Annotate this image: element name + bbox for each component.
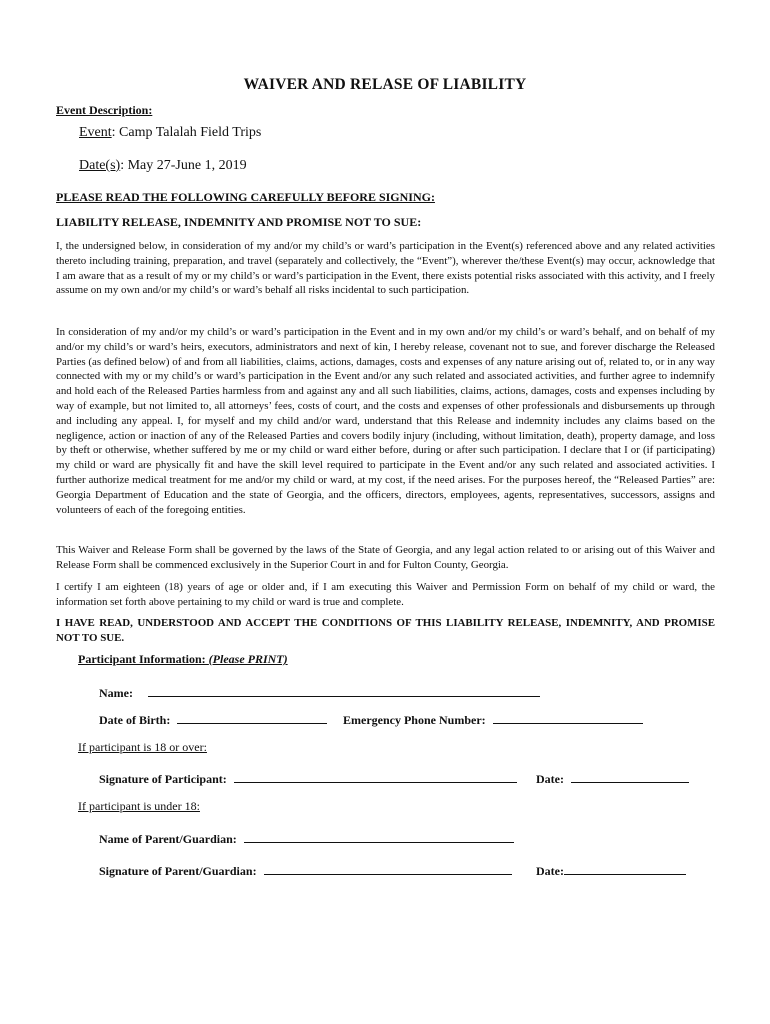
participant-date-input-line[interactable] [571,770,689,783]
event-line [79,125,261,141]
event-value: : Camp Talalah Field Trips [111,125,262,140]
please-print-note: (Please PRINT) [208,652,288,666]
paragraph-governing-law: This Waiver and Release Form shall be governed by the laws of the State of Georgia, and any legal action related to or arising out of this Waiver and Release Form shall be commenced exclusively in the Superior Court in and for Fulton County, Georgia. [56,544,715,571]
dates-line [79,158,247,174]
parent-name-label: Name of Parent/Guardian: [99,832,237,846]
emergency-phone-field [343,711,643,728]
name-field [99,684,540,701]
participant-signature-input-line[interactable] [234,770,517,783]
participant-date-field [536,770,689,787]
acknowledgement: I HAVE READ, UNDERSTOOD AND ACCEPT THE CONDITIONS OF THIS LIABILITY RELEASE, INDEMNITY, AND PROMISE NOT TO SUE. [56,617,715,644]
read-carefully-heading: PLEASE READ THE FOLLOWING CAREFULLY BEFORE SIGNING: [56,190,435,204]
dates-label: Date(s) [79,158,121,173]
parent-signature-label: Signature of Parent/Guardian: [99,864,257,878]
participant-information-heading [78,652,288,667]
emergency-phone-input-line[interactable] [493,711,643,724]
name-label: Name: [99,686,133,700]
parent-signature-field [99,862,512,879]
event-description-label: Event Description: [56,103,153,117]
adult-participant-heading: If participant is 18 or over: [78,740,207,754]
parent-date-input-line[interactable] [564,862,686,875]
minor-participant-heading: If participant is under 18: [78,799,200,813]
date-of-birth-input-line[interactable] [177,711,327,724]
participant-information-label: Participant Information: [78,652,209,666]
parent-signature-input-line[interactable] [264,862,512,875]
parent-date-field [536,862,686,879]
event-label: Event [79,125,112,140]
participant-signature-field [99,770,517,787]
parent-name-input-line[interactable] [244,830,514,843]
document-title: WAIVER AND RELASE OF LIABILITY [243,76,527,93]
participant-date-label: Date: [536,772,564,786]
parent-date-label: Date: [536,864,564,878]
name-input-line[interactable] [148,684,540,697]
dates-value: : May 27-June 1, 2019 [120,158,247,173]
paragraph-certification: I certify I am eighteen (18) years of age or older and, if I am executing this Waiver and Permission Form on behalf of my child or ward, the information set forth above pertaining to my child or ward is true and complete. [56,581,715,608]
paragraph-assumption-of-risk: I, the undersigned below, in consideration of my and/or my child’s or ward’s participation in the Event(s) referenced above and any related activities thereto including training, preparation, and travel (separately and collectively, the “Event”), wherever the/these Event(s) may occur, acknowledge that I am aware that as a result of my or my child’s or ward’s participation in the Event, there exists potential risks associated with this activity, and I freely assume on my own and/or my child’s or ward’s behalf all risks incidental to such participation. [56,240,715,297]
liability-section-heading: LIABILITY RELEASE, INDEMNITY AND PROMISE NOT TO SUE: [56,215,422,229]
date-of-birth-field [99,711,327,728]
participant-signature-label: Signature of Participant: [99,772,227,786]
paragraph-release: In consideration of my and/or my child’s or ward’s participation in the Event and in my own and/or my child’s or ward’s behalf, and on behalf of my and/or my child’s or ward’s heirs, executors, administrators and next of kin, I hereby release, covenant not to sue, and forever discharge the Released Parties (as defined below) of and from all liabilities, claims, actions, damages, costs and expenses of any nature arising out of, related to, or in any way connected with my or my child’s or ward’s participation in the Event and/or any such related and associated activities, and further agree to indemnify and hold each of the Released Parties harmless from and against any and all such liabilities, claims, actions, damages, costs and expenses including by way of example, but not limited to, all attorneys’ fees, costs of court, and the costs and expenses of other professionals and disbursements up through and including any appeal. I, for myself and my child and/or ward, understand that this Release and indemnity includes any claims based on the negligence, action or inaction of any of the Released Parties and covers bodily injury (including, without limitation, death), property damage, and loss by theft or otherwise, whether suffered by me or my child or ward either before, during or after such participation. I declare that I or (if participating) my child or ward are physically fit and have the skill level required to participate in the Event and/or any such related and associated activities. I further authorize medical treatment for me and/or my child or ward, at my cost, if the need arises. For the purposes hereof, the “Released Parties” are: Georgia Department of Education and the state of Georgia, and the officers, directors, employees, agents, representatives, successors, assigns and volunteers of each of the foregoing entities. [56,326,715,516]
emergency-phone-label: Emergency Phone Number: [343,713,486,727]
parent-name-field [99,830,514,847]
date-of-birth-label: Date of Birth: [99,713,171,727]
